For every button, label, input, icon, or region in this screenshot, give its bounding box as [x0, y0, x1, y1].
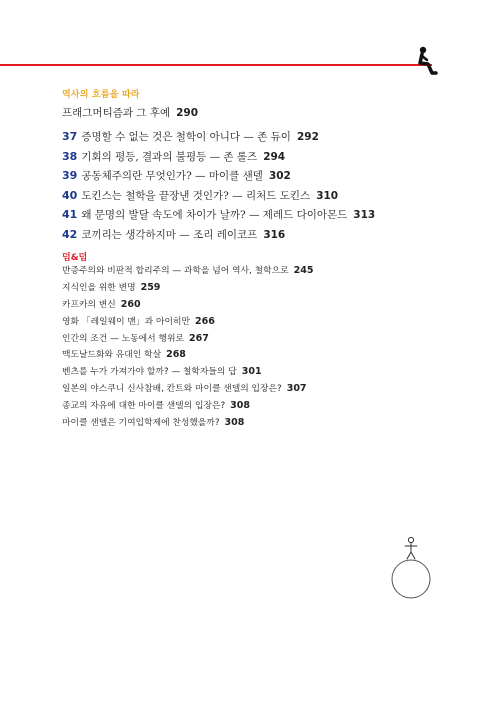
chapter-title: 공동체주의란 무엇인가? — 마이클 샌델 [81, 170, 263, 183]
chapter-entry[interactable] [62, 127, 375, 147]
dum-entry-page: 259 [140, 281, 161, 293]
chapter-entry[interactable] [62, 147, 375, 167]
dum-entry[interactable] [62, 314, 313, 331]
dum-entry-page: 301 [241, 366, 262, 378]
dum-entry[interactable] [62, 331, 313, 348]
dum-entry-title: 종교의 자유에 대한 마이클 샌델의 입장은? [62, 401, 226, 412]
dum-entry-title: 인간의 조건 — 노동에서 행위로 [62, 333, 184, 344]
dum-entry-page: 266 [194, 315, 215, 327]
chapter-page: 294 [263, 150, 286, 163]
dum-list [62, 263, 313, 432]
chapter-title: 기회의 평등, 결과의 불평등 — 존 롤즈 [81, 150, 258, 163]
section-label: 역사의 흐름을 따라 [62, 90, 140, 100]
header-rule [0, 64, 432, 66]
dum-entry[interactable] [62, 297, 313, 314]
chapter-number: 42 [62, 227, 78, 241]
chapter-page: 310 [316, 189, 339, 202]
sub-entry [62, 105, 198, 120]
dum-entry[interactable] [62, 347, 313, 364]
dum-entry-title: 지식인을 위한 변명 [62, 282, 136, 293]
chapter-title: 코끼리는 생각하지마 — 조리 레이코프 [81, 228, 258, 241]
chapter-title: 도킨스는 철학을 끝장낸 것인가? — 리처드 도킨스 [81, 189, 311, 202]
dum-entry-title: 일본의 야스쿠니 신사참배, 칸트와 마이클 샌델의 입장은? [62, 384, 282, 395]
sitting-figure-icon [414, 46, 440, 76]
dum-entry-title: 영화 「레일웨이 맨」과 아이히만 [62, 316, 190, 327]
dum-entry-title: 맥도날드화와 유대인 학살 [62, 350, 162, 361]
dum-entry[interactable] [62, 263, 313, 280]
chapter-entry[interactable] [62, 186, 375, 206]
dum-entry-page: 245 [293, 265, 314, 276]
dum-entry-page: 268 [166, 349, 186, 361]
dum-entry[interactable] [62, 364, 313, 381]
dum-entry-title: 마이클 샌델은 기여입학제에 찬성했을까? [62, 418, 220, 429]
dum-entry-title: 카프카의 변신 [62, 299, 116, 310]
chapter-number: 41 [62, 208, 78, 222]
chapter-page: 292 [296, 131, 319, 143]
stick-figure-on-circle-icon [383, 535, 439, 599]
chapter-list [62, 127, 375, 245]
dum-entry[interactable] [62, 398, 313, 415]
chapter-page: 313 [353, 209, 376, 222]
chapter-entry[interactable] [62, 166, 375, 186]
dum-entry-page: 267 [188, 332, 209, 344]
sub-entry-title: 프래그머티즘과 그 후예 [62, 107, 171, 119]
chapter-page: 302 [268, 170, 291, 183]
dum-entry-page: 260 [120, 298, 141, 310]
chapter-page: 316 [263, 228, 286, 241]
chapter-title: 증명할 수 없는 것은 철학이 아니다 — 존 듀이 [81, 131, 291, 143]
dum-entry[interactable] [62, 280, 313, 297]
chapter-number: 38 [62, 149, 78, 163]
sub-entry-page: 290 [176, 107, 199, 119]
dum-entry-page: 308 [224, 417, 245, 429]
dum-entry[interactable] [62, 415, 313, 432]
chapter-number: 39 [62, 169, 78, 183]
dum-entry-page: 307 [286, 383, 307, 395]
dum-section-label: 덤&덤 [62, 253, 88, 263]
chapter-number: 40 [62, 188, 78, 202]
dum-entry-title: 벤츠를 누가 가져가야 할까? — 철학자들의 답 [62, 367, 237, 378]
dum-entry-title: 반증주의와 비판적 합리주의 — 과학을 넘어 역사, 철학으로 [62, 266, 289, 276]
chapter-title: 왜 문명의 발달 속도에 차이가 날까? — 제레드 다이아몬드 [81, 209, 348, 222]
chapter-entry[interactable] [62, 225, 375, 245]
chapter-entry[interactable] [62, 205, 375, 225]
dum-entry-page: 308 [230, 400, 250, 412]
chapter-number: 37 [62, 130, 78, 143]
dum-entry[interactable] [62, 381, 313, 398]
